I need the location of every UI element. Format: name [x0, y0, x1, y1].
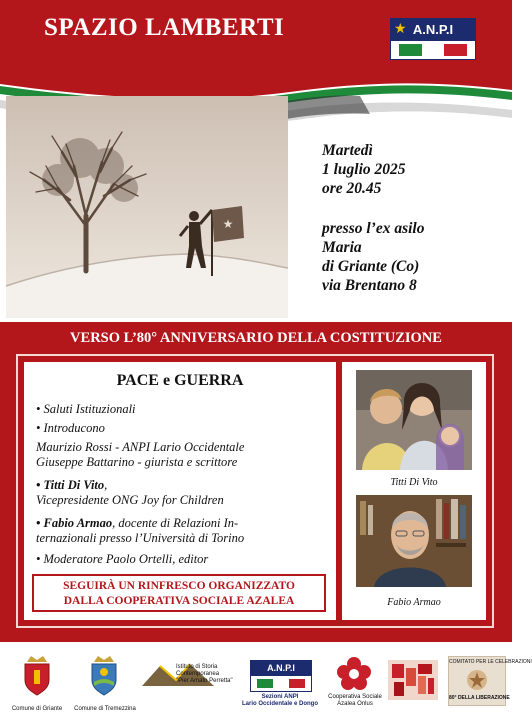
anpi-logo-label: A.N.P.I [391, 19, 475, 41]
band-title: VERSO L’80° ANNIVERSARIO DELLA COSTITUZIONE [70, 330, 442, 346]
note-line2: DALLA COOPERATIVA SOCIALE AZALEA [63, 595, 295, 607]
footer-label-griante: Comune di Griante [11, 706, 63, 712]
caption-fabio: Fabio Armao [387, 597, 441, 608]
speaker-2-line [36, 516, 238, 531]
institute-line2: Contemporanea [176, 671, 220, 677]
speaker-photo-fabio [356, 495, 472, 587]
anpi-footer-line2: Lario Occidentale e Dongo [241, 701, 318, 707]
caption-titti: Titti Di Vito [390, 477, 438, 488]
speaker-1-role: Vicepresidente ONG Joy for Children [36, 493, 224, 507]
institute-line1: Istituto di Storia [176, 664, 218, 670]
speaker-1-name: • Titti Di Vito [36, 478, 105, 492]
event-venue-line3: di Griante (Co) [322, 258, 420, 275]
speaker-2-role-line1: , docente di Relazioni In- [112, 516, 239, 530]
refreshment-note [32, 574, 326, 612]
intro-speaker-1: Maurizio Rossi - ANPI Lario Occidentale [36, 440, 245, 454]
note-line1: SEGUIRÀ UN RINFRESCO ORGANIZZATO [63, 580, 295, 592]
event-venue-line1: presso l’ex asilo [322, 220, 425, 237]
speaker-2-name: • Fabio Armao [36, 516, 113, 530]
footer-label-tremezzina: Comune di Tremezzina [74, 706, 136, 712]
speaker-2-role-line2: ternazionali presso l’Università di Torino [36, 531, 245, 545]
anpi-footer-logo [250, 660, 312, 692]
anpi-logo [390, 18, 476, 60]
star-icon: ★ [394, 22, 407, 37]
liberation-bottom: 80° DELLA LIBERAZIONE [449, 695, 510, 701]
speaker-1-line [36, 478, 107, 493]
partisan-photo [6, 96, 288, 318]
liberation-top: COMITATO PER LE CELEBRAZIONI [449, 659, 532, 665]
event-date: 1 luglio 2025 [322, 161, 406, 178]
header-title: SPAZIO LAMBERTI [44, 14, 285, 41]
emblem-icon [465, 668, 489, 692]
flower-icon [336, 656, 372, 690]
program-moderator: • Moderatore Paolo Ortelli, editor [36, 552, 209, 566]
program-item-greetings: • Saluti Istituzionali [36, 402, 136, 416]
tricolor-flag-icon [399, 44, 467, 56]
speaker-photo-titti [356, 370, 472, 470]
azalea-line1: Cooperativa Sociale [328, 694, 382, 700]
coat-of-arms-icon [22, 654, 52, 696]
program-item-intro: • Introducono [36, 421, 105, 435]
azalea-line2: Azalea Onlus [337, 701, 373, 707]
event-venue-line2: Maria [322, 239, 362, 256]
anpi-footer-label: A.N.P.I [251, 661, 311, 676]
institute-line3: "Pier Amato Perretta" [176, 678, 233, 684]
intro-speaker-2: Giuseppe Battarino - giurista e scrittore [36, 455, 238, 469]
tricolor-flag-icon [257, 679, 305, 688]
coat-of-arms-icon [88, 654, 120, 696]
event-day: Martedì [322, 142, 373, 159]
event-venue-line4: via Brentano 8 [322, 277, 417, 294]
liberation-80-logo [448, 656, 532, 706]
mosaic-logo [388, 660, 438, 700]
event-time: ore 20.45 [322, 180, 382, 197]
anpi-footer-line1: Sezioni ANPI [261, 694, 299, 700]
svg-text:★: ★ [222, 217, 234, 231]
program-title: PACE e GUERRA [116, 372, 244, 389]
speaker-1-separator: , [104, 478, 108, 492]
